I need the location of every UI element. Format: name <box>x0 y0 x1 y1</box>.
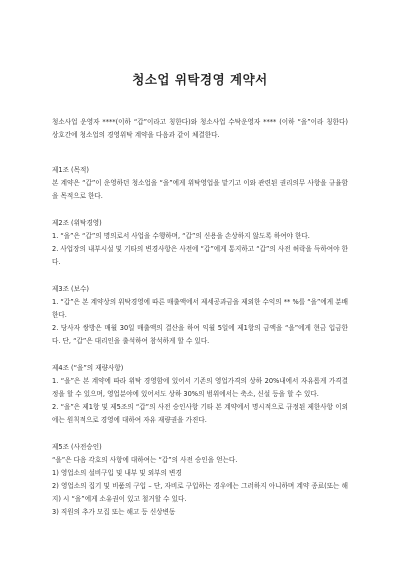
article-paragraph: 1) 영업소의 설비구입 및 내부 및 외부의 변경 <box>52 469 182 477</box>
page-title: 청소업 위탁경영 계약서 <box>132 72 268 87</box>
article-section <box>52 283 348 348</box>
article-section <box>52 217 348 269</box>
article-paragraph: 3) 직원의 추가 모집 또는 해고 등 신상변동 <box>52 508 176 516</box>
article-paragraph: 2. 당사자 쌍방은 매월 30일 매출액의 결산을 하여 익월 5일에 제1항의 금액을 “을”에게 현금 입금한다. 단, “갑”은 대리인을 출석하여 참석하게 할 수 있다. <box>52 324 348 345</box>
article-section <box>52 441 348 519</box>
article-paragraph: 2) 영업소의 집기 및 비품의 구입 – 단, 자비로 구입하는 경우에는 그러하지 아니하며 계약 종료(또는 해지) 시 “을”에게 소유권이 있고 철거할 수 있다. <box>52 482 348 503</box>
article-paragraph: 2. 사업장의 내부시설 및 기타의 변경사항은 사전에 “갑”에게 통지하고 “갑”의 사전 허락을 득하여야 한다. <box>52 245 348 266</box>
article-title: 제2조 (위탁경영) <box>52 219 102 227</box>
articles-list <box>52 164 348 519</box>
article-paragraph: 1. “갑”은 본 계약상의 위탁경영에 따른 매출액에서 제세공과금을 제외한 수익의 ** %를 “을”에게 분배한다. <box>52 298 348 319</box>
article-section <box>52 164 348 203</box>
article-title: 제5조 (사전승인) <box>52 443 102 451</box>
article-paragraph: 본 계약은 “갑”이 운영하던 청소업을 “을”에게 위탁영업을 맡기고 이와 관련된 권리의무 사항을 규율함을 목적으로 한다. <box>52 179 348 200</box>
article-title: 제3조 (보수) <box>52 285 89 293</box>
article-title: 제1조 (목적) <box>52 166 89 174</box>
article-paragraph: 1. “을”은 본 계약에 따라 위탁 경영함에 있어서 기존의 영업가격의 상하 20%내에서 자유롭게 가격결정을 할 수 있으며, 영업분야에 있어서도 상하 30%의 범위에서는 축소, 신설 등을 할 수 있다. <box>52 377 348 398</box>
article-paragraph: “을”은 다음 각호의 사항에 대하여는 “갑”의 사전 승인을 얻는다. <box>52 456 238 464</box>
article-paragraph: 1. “을”은 “갑”의 명의로서 사업을 수행하며, “갑”의 신용을 손상하지 않도록 하여야 한다. <box>52 232 310 240</box>
intro-paragraph: 청소사업 운영자 ****(이하 “갑”이라고 칭한다)와 청소사업 수탁운영자 **** (이하 “을”이라 칭한다) 상호간에 청소업의 경영위탁 계약을 다음과 같이 체결한다. <box>52 118 348 139</box>
article-title: 제4조 (“을”의 재량사항) <box>52 364 124 372</box>
article-paragraph: 2. “을”은 제1항 및 제5조의 “갑”의 사전 승인사항 기타 본 계약에서 명시적으로 규정된 제한사항 이외에는 원칙적으로 경영에 대하여 자유 재량권을 가진다. <box>52 403 348 424</box>
article-section <box>52 362 348 427</box>
